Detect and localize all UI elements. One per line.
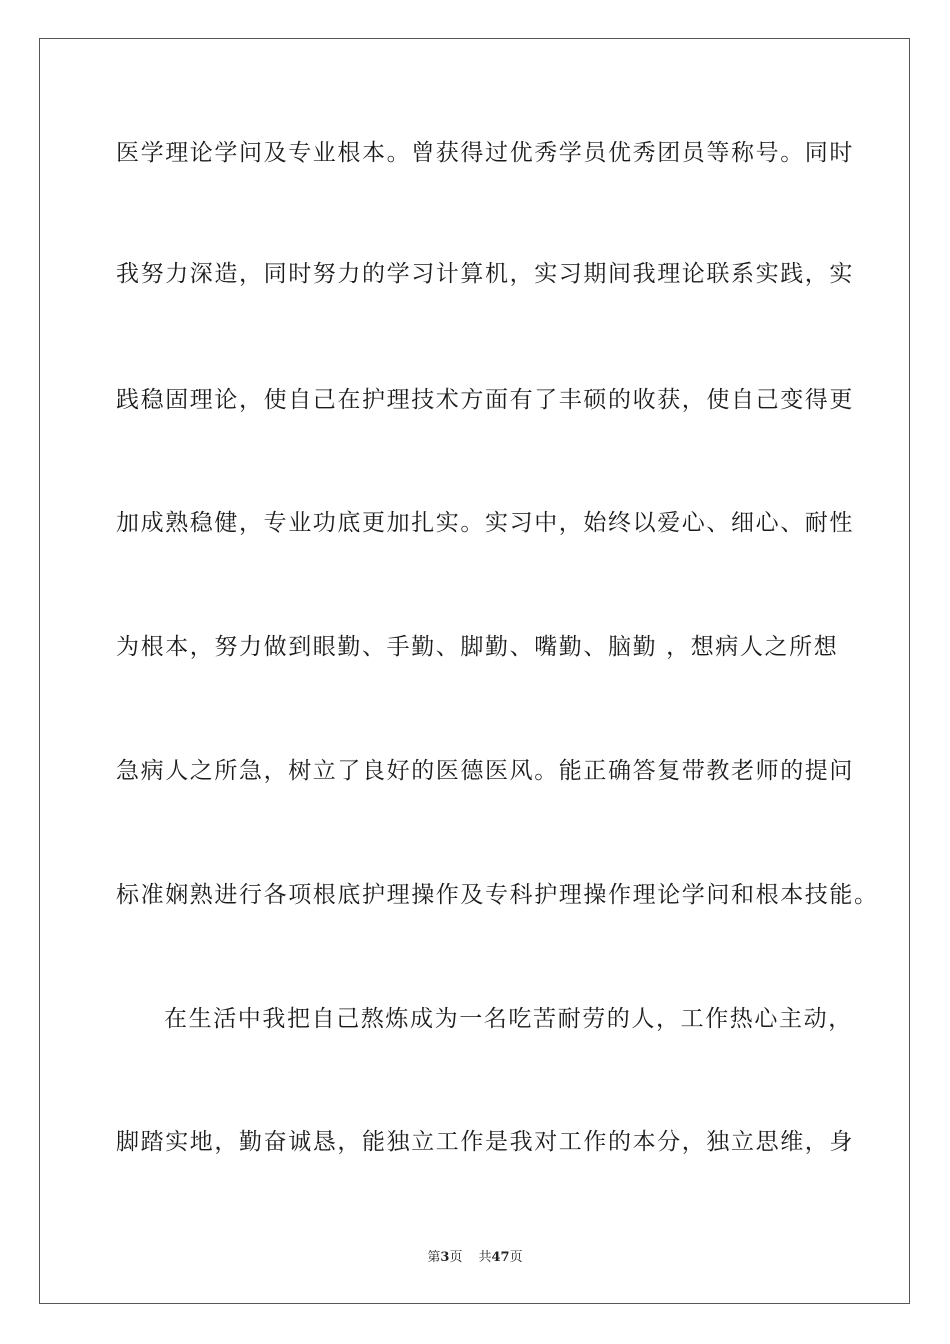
text-line-7: 标准娴熟进行各项根底护理操作及专科护理操作理论学问和根本技能。 bbox=[116, 882, 879, 908]
page-footer bbox=[0, 1246, 950, 1265]
total-suffix: 页 bbox=[509, 1250, 523, 1265]
text-line-4: 加成熟稳健，专业功底更加扎实。实习中，始终以爱心、细心、耐性 bbox=[116, 510, 854, 536]
text-line-1: 医学理论学问及专业根本。曾获得过优秀学员优秀团员等称号。同时 bbox=[116, 140, 854, 166]
total-prefix: 共 bbox=[478, 1250, 492, 1265]
page-number: 3 bbox=[440, 1250, 450, 1265]
paragraph-start-line: 在生活中我把自己熬炼成为一名吃苦耐劳的人，工作热心主动， bbox=[164, 1006, 853, 1032]
text-line-5: 为根本，努力做到眼勤、手勤、脚勤、嘴勤、脑勤 ，想病人之所想 bbox=[116, 634, 839, 660]
page-border bbox=[39, 38, 910, 1304]
text-line-3: 践稳固理论，使自己在护理技术方面有了丰硕的收获，使自己变得更 bbox=[116, 387, 854, 413]
text-line-9: 脚踏实地，勤奋诚恳，能独立工作是我对工作的本分，独立思维，身 bbox=[116, 1129, 854, 1155]
page-suffix: 页 bbox=[449, 1250, 463, 1265]
text-line-2: 我努力深造，同时努力的学习计算机，实习期间我理论联系实践，实 bbox=[116, 261, 854, 287]
total-pages: 47 bbox=[491, 1250, 510, 1265]
page-prefix: 第 bbox=[427, 1250, 441, 1265]
text-line-6: 急病人之所急，树立了良好的医德医风。能正确答复带教老师的提问 bbox=[116, 758, 854, 784]
